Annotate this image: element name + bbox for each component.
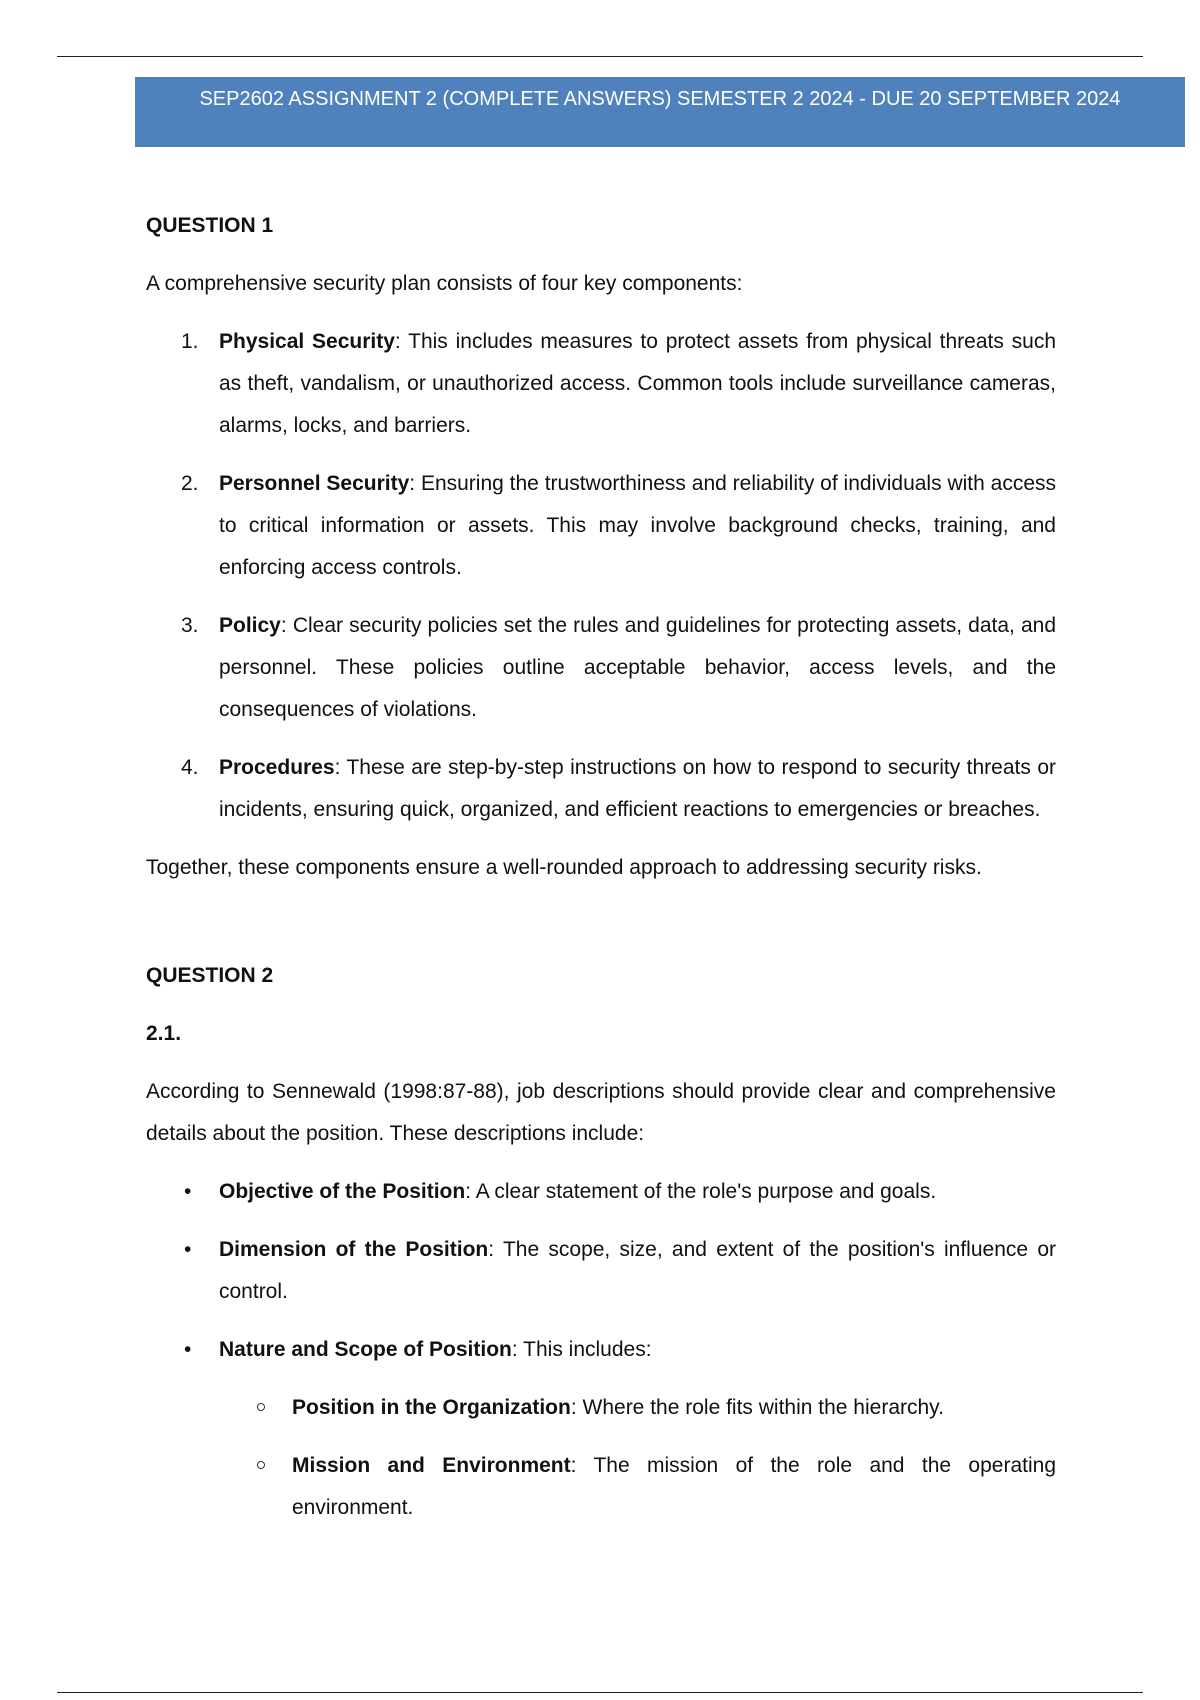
question-2-heading: QUESTION 2 — [146, 964, 274, 987]
item-text: : The mission of the role and the operating environment. — [292, 1454, 1056, 1519]
item-text: : A clear statement of the role's purpose and goals. — [465, 1180, 937, 1203]
question-1-conclusion: Together, these components ensure a well-rounded approach to addressing security risks. — [146, 856, 982, 879]
question-1-heading: QUESTION 1 — [146, 214, 274, 237]
item-text: : Ensuring the trustworthiness and reliability of individuals with access to critical information or assets. This may involve background checks, training, and enforcing access controls. — [219, 472, 1056, 579]
list-item — [146, 1171, 1056, 1213]
sub-list-item — [219, 1387, 1056, 1429]
nature-scope-sublist — [219, 1387, 1056, 1529]
document-body — [146, 205, 1056, 1545]
list-item — [146, 747, 1056, 831]
list-number: 2. — [181, 472, 199, 495]
item-term: Mission and Environment — [292, 1454, 571, 1477]
list-item — [146, 605, 1056, 731]
bullet-icon: • — [184, 1238, 192, 1261]
list-item — [146, 463, 1056, 589]
item-text: : This includes measures to protect assets from physical threats such as theft, vandalism, or unauthorized access. Common tools include surveillance cameras, alarms, locks, and barriers. — [219, 330, 1056, 437]
list-number: 3. — [181, 614, 199, 637]
item-text: : The scope, size, and extent of the position's influence or control. — [219, 1238, 1056, 1303]
sub-list-item — [219, 1445, 1056, 1529]
question-2-intro: According to Sennewald (1998:87-88), job descriptions should provide clear and comprehensive details about the position. These descriptions include: — [146, 1080, 1056, 1145]
item-term: Procedures — [219, 756, 335, 779]
document-header-banner — [135, 77, 1185, 147]
section-spacer — [146, 905, 1056, 955]
top-rule — [57, 56, 1143, 57]
list-number: 4. — [181, 756, 199, 779]
list-number: 1. — [181, 330, 199, 353]
security-components-list — [146, 321, 1056, 831]
job-description-list — [146, 1171, 1056, 1529]
item-text: : Where the role fits within the hierarchy. — [570, 1396, 944, 1419]
question-1-intro: A comprehensive security plan consists of four key components: — [146, 272, 743, 295]
item-term: Policy — [219, 614, 281, 637]
list-item — [146, 321, 1056, 447]
item-text: : These are step-by-step instructions on how to respond to security threats or incidents, ensuring quick, organized, and efficient reactions to emergencies or breaches. — [219, 756, 1056, 821]
item-text: : This includes: — [511, 1338, 652, 1361]
question-2-1-heading: 2.1. — [146, 1022, 182, 1045]
list-item — [146, 1229, 1056, 1313]
item-term: Objective of the Position — [219, 1180, 466, 1203]
item-text: : Clear security policies set the rules and guidelines for protecting assets, data, and personnel. These policies outline acceptable behavior, access levels, and the consequences of violations. — [219, 614, 1056, 721]
item-term: Dimension of the Position — [219, 1238, 489, 1261]
item-term: Nature and Scope of Position — [219, 1338, 512, 1361]
bullet-icon: • — [184, 1338, 192, 1361]
item-term: Physical Security — [219, 330, 395, 353]
bullet-icon: • — [184, 1180, 192, 1203]
list-item — [146, 1329, 1056, 1529]
hollow-bullet-icon — [257, 1403, 265, 1411]
item-term: Position in the Organization — [292, 1396, 571, 1419]
hollow-bullet-icon — [257, 1461, 265, 1469]
bottom-rule — [57, 1692, 1143, 1693]
document-title: SEP2602 ASSIGNMENT 2 (COMPLETE ANSWERS) SEMESTER 2 2024 - DUE 20 SEPTEMBER 2024 — [199, 88, 1121, 110]
item-term: Personnel Security — [219, 472, 410, 495]
